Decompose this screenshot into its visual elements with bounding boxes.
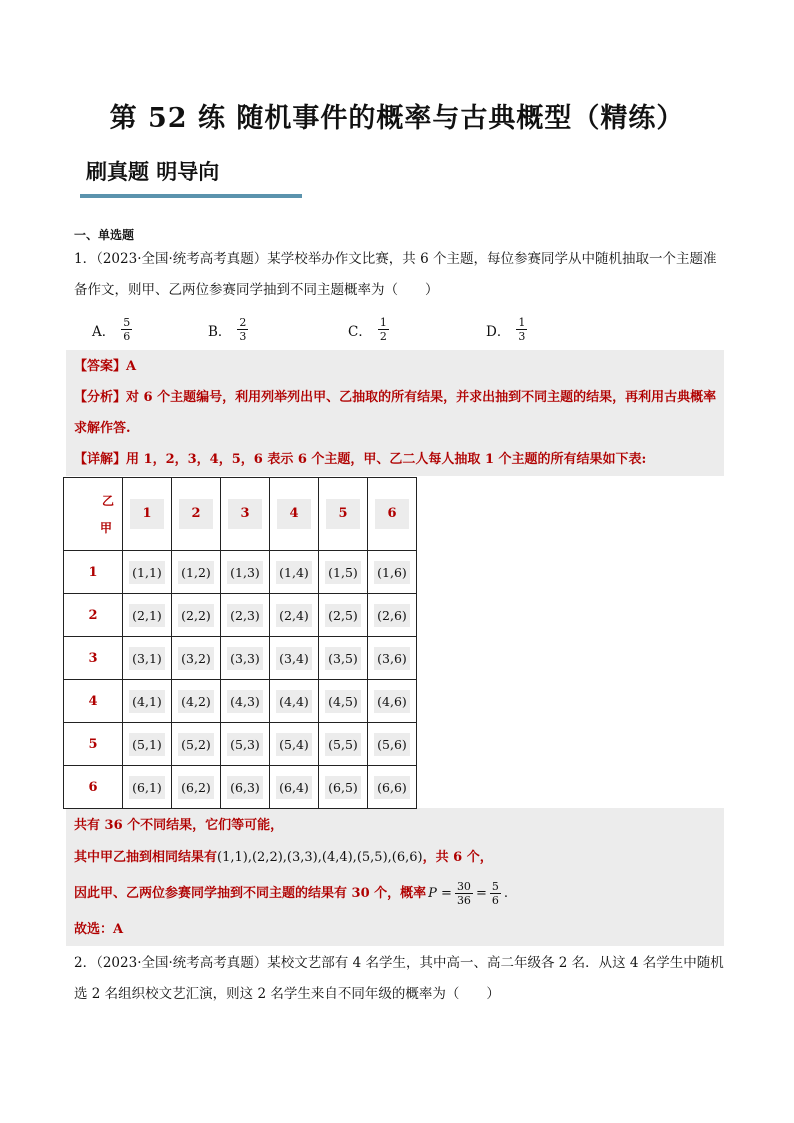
table-row [64, 551, 417, 594]
option-a [92, 316, 132, 343]
equals-sign: = [475, 886, 487, 901]
table-cell [368, 551, 417, 594]
table-cell [172, 723, 221, 766]
cell-value: (3,5) [325, 647, 361, 670]
final-choice: 故选：A [74, 922, 124, 937]
fraction-2-denominator: 6 [491, 894, 499, 907]
row-header: 1 [64, 551, 123, 594]
cell-value: (6,4) [276, 776, 312, 799]
table-cell [221, 766, 270, 809]
cell-value: (3,3) [227, 647, 263, 670]
option-a-denominator: 6 [123, 330, 131, 343]
cell-value: (5,3) [227, 733, 263, 756]
column-header [123, 478, 172, 551]
row-header: 3 [64, 637, 123, 680]
cell-value: (5,4) [276, 733, 312, 756]
table-cell [221, 551, 270, 594]
table-corner-cell [64, 478, 123, 551]
option-b-numerator: 2 [239, 316, 247, 329]
cell-value: (3,4) [276, 647, 312, 670]
row-header: 2 [64, 594, 123, 637]
column-header-label: 4 [277, 499, 311, 529]
cell-value: (4,6) [374, 690, 410, 713]
total-results-line: 共有 36 个不同结果，它们等可能， [74, 818, 284, 833]
analysis-text: 【分析】对 6 个主题编号，利用列举列出甲、乙抽取的所有结果，并求出抽到不同主题的结果，再利用古典概率求解作答. [74, 390, 717, 436]
cell-value: (6,3) [227, 776, 263, 799]
row-header: 4 [64, 680, 123, 723]
table-cell [270, 637, 319, 680]
table-cell [270, 766, 319, 809]
cell-value: (5,2) [178, 733, 214, 756]
detail-intro: 【详解】用 1，2，3，4，5，6 表示 6 个主题，甲、乙二人每人抽取 1 个主题的所有结果如下表: [74, 452, 647, 467]
table-cell [319, 766, 368, 809]
table-cell [172, 594, 221, 637]
cell-value: (2,1) [129, 604, 165, 627]
section-heading: 刷真题 明导向 [86, 159, 220, 184]
table-row [64, 680, 417, 723]
cell-value: (3,2) [178, 647, 214, 670]
cell-value: (5,6) [374, 733, 410, 756]
column-header-label: 6 [375, 499, 409, 529]
probability-symbol: P = [428, 886, 452, 901]
cell-value: (6,5) [325, 776, 361, 799]
table-cell [319, 680, 368, 723]
column-header [270, 478, 319, 551]
table-cell [368, 594, 417, 637]
part-title: 一、单选题 [74, 228, 135, 242]
same-results-suffix: ，共 6 个， [422, 850, 493, 865]
table-cell [172, 680, 221, 723]
table-cell [221, 594, 270, 637]
option-c-denominator: 2 [379, 330, 387, 343]
row-header: 5 [64, 723, 123, 766]
answer-line: 【答案】A [74, 359, 137, 374]
option-d-denominator: 3 [518, 330, 526, 343]
same-results-line [74, 842, 724, 873]
option-a-numerator: 5 [123, 316, 131, 329]
column-header-label: 2 [179, 499, 213, 529]
table-cell [270, 680, 319, 723]
cell-value: (4,3) [227, 690, 263, 713]
cell-value: (1,3) [227, 561, 263, 584]
table-cell [221, 637, 270, 680]
column-header-label: 3 [228, 499, 262, 529]
probability-fraction-1 [455, 880, 473, 907]
cell-value: (5,1) [129, 733, 165, 756]
cell-value: (6,6) [374, 776, 410, 799]
table-row [64, 594, 417, 637]
cell-value: (2,5) [325, 604, 361, 627]
cell-value: (2,2) [178, 604, 214, 627]
fraction-2-numerator: 5 [491, 880, 499, 893]
cell-value: (6,1) [129, 776, 165, 799]
column-header [172, 478, 221, 551]
option-c-numerator: 1 [379, 316, 387, 329]
fraction-1-denominator: 36 [456, 894, 471, 907]
cell-value: (1,6) [374, 561, 410, 584]
same-results-prefix: 其中甲乙抽到相同结果有 [74, 850, 218, 865]
option-d-fraction [516, 316, 527, 343]
cell-value: (1,2) [178, 561, 214, 584]
option-c-label: C． [348, 323, 372, 340]
probability-line [74, 878, 724, 909]
page-title: 第 52 练 随机事件的概率与古典概型（精练） [109, 103, 685, 134]
result-table [63, 477, 417, 809]
option-c [348, 316, 389, 343]
option-b [208, 316, 248, 343]
table-row [64, 723, 417, 766]
table-cell [368, 680, 417, 723]
row-header: 6 [64, 766, 123, 809]
table-cell [172, 766, 221, 809]
table-cell [368, 637, 417, 680]
option-b-denominator: 3 [239, 330, 247, 343]
table-cell [319, 723, 368, 766]
table-header-row [64, 478, 417, 551]
table-cell [123, 594, 172, 637]
option-d [486, 316, 527, 343]
question-1-text: 1．（2023·全国·统考高考真题）某学校举办作文比赛，共 6 个主题，每位参赛同学从中随机抽取一个主题准备作文，则甲、乙两位参赛同学抽到不同主题概率为（ ） [74, 251, 717, 298]
probability-fraction-2 [490, 880, 501, 907]
cell-value: (4,2) [178, 690, 214, 713]
option-a-fraction [121, 316, 132, 343]
table-cell [270, 551, 319, 594]
table-cell [270, 723, 319, 766]
cell-value: (2,3) [227, 604, 263, 627]
probability-prefix: 因此甲、乙两位参赛同学抽到不同主题的结果有 30 个，概率 [74, 886, 427, 901]
table-cell [368, 766, 417, 809]
cell-value: (1,4) [276, 561, 312, 584]
corner-label-jia: 甲 [100, 521, 113, 535]
cell-value: (2,6) [374, 604, 410, 627]
table-cell [221, 680, 270, 723]
option-b-label: B． [208, 323, 232, 340]
column-header [221, 478, 270, 551]
cell-value: (1,1) [129, 561, 165, 584]
cell-value: (4,4) [276, 690, 312, 713]
cell-value: (5,5) [325, 733, 361, 756]
cell-value: (6,2) [178, 776, 214, 799]
cell-value: (3,1) [129, 647, 165, 670]
table-cell [123, 680, 172, 723]
table-row [64, 766, 417, 809]
table-cell [123, 637, 172, 680]
column-header-label: 5 [326, 499, 360, 529]
table-cell [221, 723, 270, 766]
cell-value: (1,5) [325, 561, 361, 584]
table-cell [319, 551, 368, 594]
option-d-label: D． [486, 323, 511, 340]
same-results-list: (1,1),(2,2),(3,3),(4,4),(5,5),(6,6) [217, 850, 423, 865]
option-d-numerator: 1 [518, 316, 526, 329]
cell-value: (2,4) [276, 604, 312, 627]
table-cell [319, 637, 368, 680]
period: . [503, 886, 508, 901]
table-cell [368, 723, 417, 766]
option-a-label: A． [92, 323, 116, 340]
column-header-label: 1 [130, 499, 164, 529]
table-cell [172, 637, 221, 680]
column-header [368, 478, 417, 551]
cell-value: (4,5) [325, 690, 361, 713]
table-cell [123, 766, 172, 809]
section-underline [80, 194, 302, 198]
table-cell [123, 551, 172, 594]
table-cell [123, 723, 172, 766]
table-cell [319, 594, 368, 637]
column-header [319, 478, 368, 551]
table-row [64, 637, 417, 680]
option-c-fraction [378, 316, 389, 343]
option-b-fraction [237, 316, 248, 343]
fraction-1-numerator: 30 [456, 880, 471, 893]
cell-value: (4,1) [129, 690, 165, 713]
table-cell [270, 594, 319, 637]
corner-label-yi: 乙 [101, 494, 114, 508]
cell-value: (3,6) [374, 647, 410, 670]
question-2-text: 2．（2023·全国·统考高考真题）某校文艺部有 4 名学生，其中高一、高二年级各 2 名．从这 4 名学生中随机选 2 名组织校文艺汇演，则这 2 名学生来自不同年级的概率为（ ） [74, 955, 724, 1002]
table-cell [172, 551, 221, 594]
